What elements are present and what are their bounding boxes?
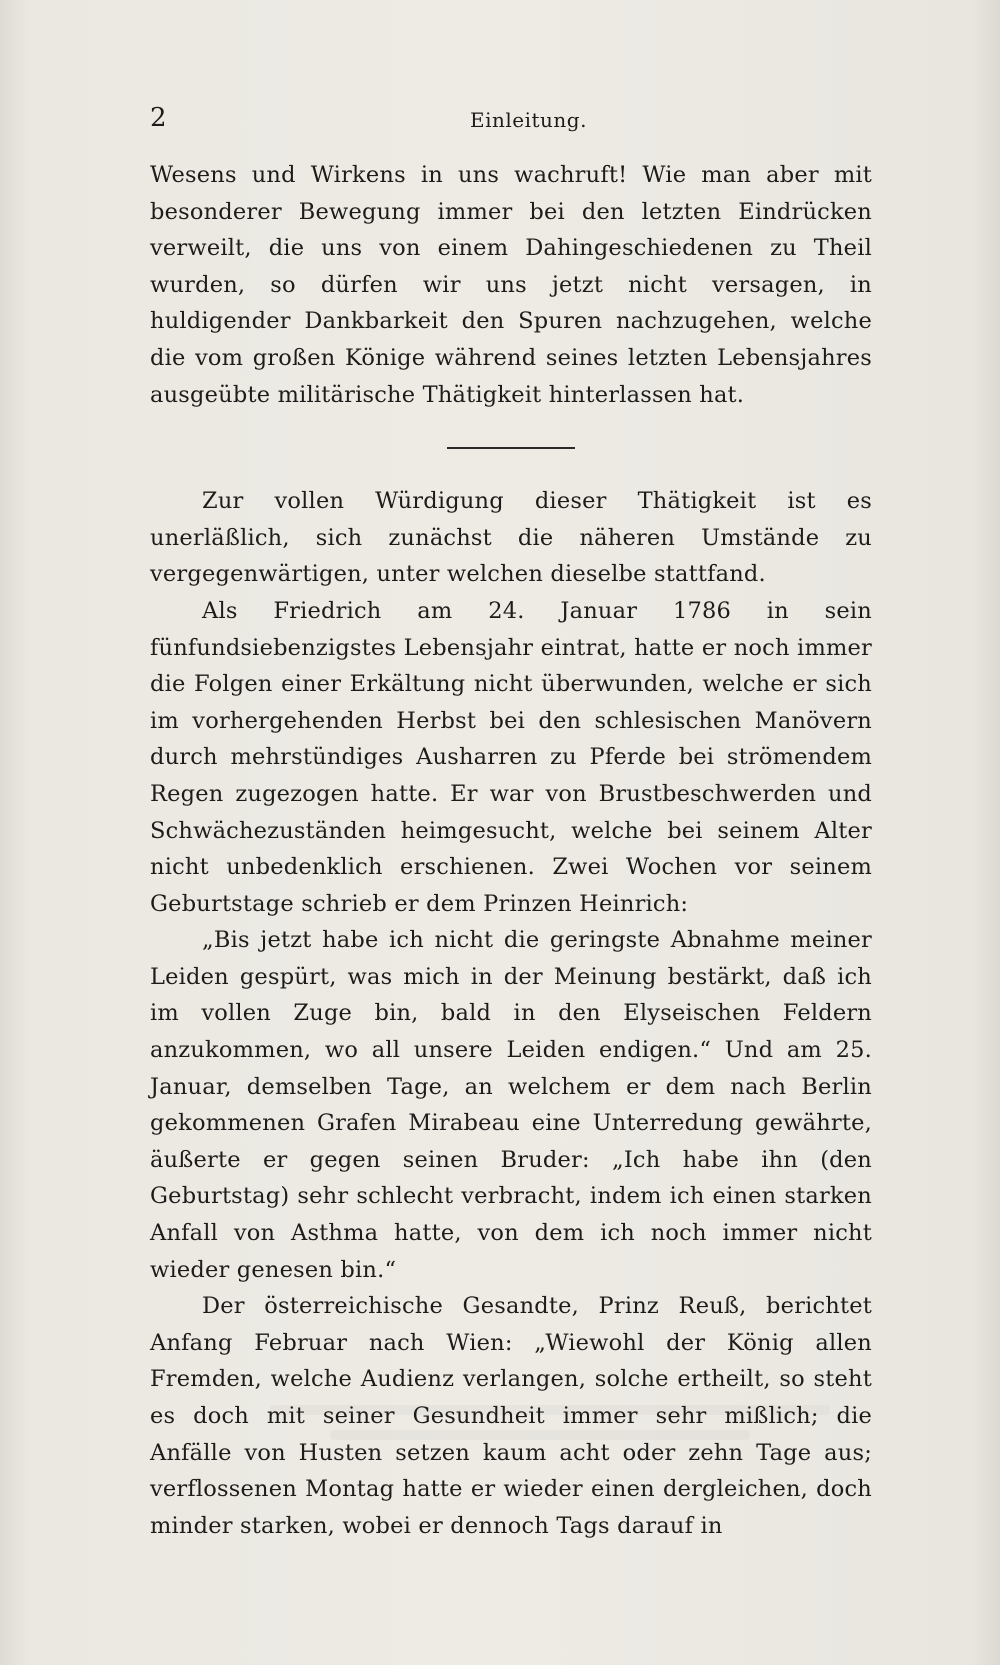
running-head: Einleitung. [470,108,587,132]
paragraph: Als Friedrich am 24. Januar 1786 in sein fünfundsiebenzigstes Lebensjahr eintrat, hatte er noch immer die Folgen einer Erkältung nicht überwunden, welche er sich im vorhergehenden Herbst bei den schlesischen Manövern durch mehrstündiges Ausharren zu Pferde bei strömendem Regen zugezogen hatte. Er war von Brustbeschwerden und Schwächezuständen heimgesucht, welche bei seinem Alter nicht unbedenklich erschienen. Zwei Wochen vor seinem Geburtstage schrieb er dem Prinzen Heinrich: [150,597,872,917]
paragraph-continuation: Wesens und Wirkens in uns wachruft! Wie man aber mit besonderer Bewegung immer bei den letzten Eindrücken verweilt, die uns von einem Dahingeschiedenen zu Theil wurden, so dürfen wir uns jetzt nicht versagen, in huldigender Dankbarkeit den Spuren nachzugehen, welche die vom großen Könige während seines letzten Lebensjahres ausgeübte militärische Thätigkeit hinterlassen hat. [150,162,872,408]
body-text [150,157,872,1544]
section-divider [447,447,575,449]
page-number: 2 [150,103,167,133]
page-header [150,102,870,138]
quotation-paragraph: „Bis jetzt habe ich nicht die geringste Abnahme meiner Leiden gespürt, was mich in der Meinung bestärkt, daß ich im vollen Zuge bin, bald in den Elyseischen Feldern anzukommen, wo all unsere Leiden endigen.“ Und am 25. Januar, demselben Tage, an welchem er dem nach Berlin gekommenen Grafen Mirabeau eine Unterredung gewährte, äußerte er gegen seinen Bruder: „Ich habe ihn (den Geburtstag) sehr schlecht verbracht, indem ich einen starken Anfall von Asthma hatte, von dem ich noch immer nicht wieder genesen bin.“ [150,927,872,1283]
paragraph: Der österreichische Gesandte, Prinz Reuß, berichtet Anfang Februar nach Wien: „Wiewohl der König allen Fremden, welche Audienz verlangen, solche ertheilt, so steht es doch mit seiner Gesundheit immer sehr mißlich; die Anfälle von Husten setzen kaum acht oder zehn Tage aus; verflossenen Montag hatte er wieder einen dergleichen, doch minder starken, wobei er dennoch Tags darauf in [150,1293,872,1539]
paragraph: Zur vollen Würdigung dieser Thätigkeit ist es unerläßlich, sich zunächst die näheren Umstände zu vergegenwärtigen, unter welchen dieselbe stattfand. [150,488,872,588]
